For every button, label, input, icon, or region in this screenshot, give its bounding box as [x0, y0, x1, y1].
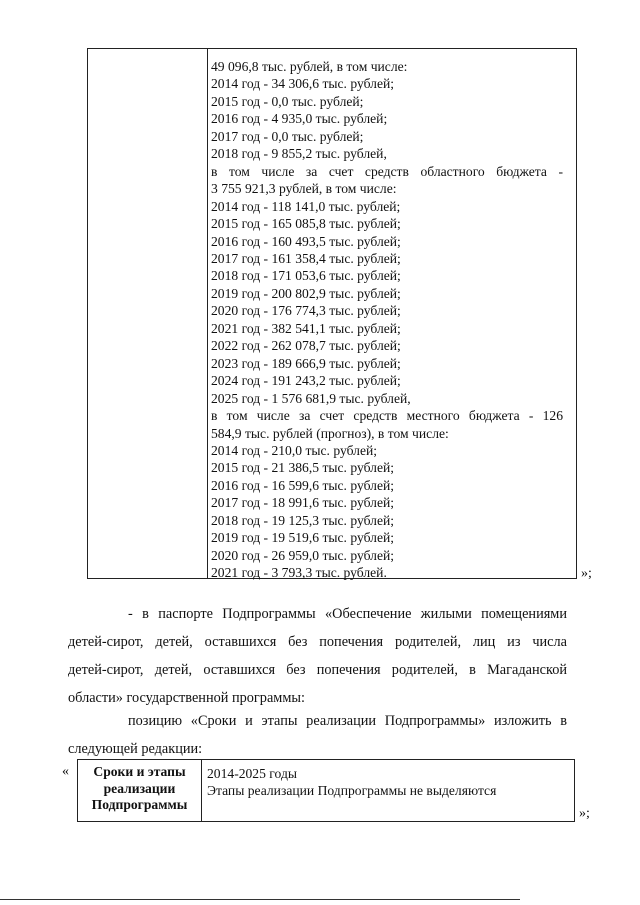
terms-label-line: Подпрограммы — [91, 797, 188, 812]
funding-table-value-cell — [211, 58, 563, 582]
funding-line: 2014 год - 210,0 тыс. рублей; — [211, 442, 378, 458]
funding-line: 2024 год - 191 243,2 тыс. рублей; — [211, 373, 401, 389]
terms-table-close-quote: »; — [579, 806, 590, 821]
terms-table-value-cell — [207, 766, 568, 799]
funding-line: в том числе за счет средств местного бюджета - 126 — [211, 408, 563, 424]
funding-line: 2017 год - 18 991,6 тыс. рублей; — [211, 495, 395, 511]
funding-line: 2020 год - 26 959,0 тыс. рублей; — [211, 547, 395, 563]
funding-table — [87, 48, 577, 579]
paragraph-line: области» государственной программы: — [68, 690, 305, 706]
terms-table — [77, 759, 575, 822]
funding-line: в том числе за счет средств областного бюджета - — [211, 163, 563, 179]
funding-line: 2017 год - 161 358,4 тыс. рублей; — [211, 250, 401, 266]
funding-line: 2015 год - 0,0 тыс. рублей; — [211, 93, 364, 109]
paragraph-line: позицию «Сроки и этапы реализации Подпрограммы» изложить в — [128, 713, 567, 729]
funding-line: 2016 год - 160 493,5 тыс. рублей; — [211, 233, 401, 249]
terms-label-line: реализации — [103, 780, 176, 796]
paragraph-line: детей-сирот, детей, оставшихся без попечения родителей, лиц из числа — [68, 634, 567, 650]
funding-table-label-cell — [88, 49, 208, 578]
funding-line: 584,9 тыс. рублей (прогноз), в том числе: — [211, 425, 449, 441]
paragraph-line: следующей редакции: — [68, 741, 203, 757]
funding-line: 2022 год - 262 078,7 тыс. рублей; — [211, 338, 401, 354]
funding-line: 2016 год - 16 599,6 тыс. рублей; — [211, 477, 395, 493]
funding-line: 2017 год - 0,0 тыс. рублей; — [211, 128, 364, 144]
funding-line: 3 755 921,3 рублей, в том числе: — [211, 181, 397, 197]
terms-table-open-quote: « — [62, 764, 69, 779]
terms-value-line: 2014-2025 годы — [207, 766, 297, 781]
funding-line: 2014 год - 34 306,6 тыс. рублей; — [211, 76, 395, 92]
funding-table-close-quote: »; — [581, 566, 592, 581]
funding-line: 2014 год - 118 141,0 тыс. рублей; — [211, 198, 401, 214]
terms-value-line: Этапы реализации Подпрограммы не выделяются — [207, 782, 497, 798]
funding-line: 2018 год - 19 125,3 тыс. рублей; — [211, 512, 395, 528]
terms-table-label-cell — [78, 760, 202, 821]
funding-line: 2025 год - 1 576 681,9 тыс. рублей, — [211, 390, 411, 406]
funding-line: 2021 год - 3 793,3 тыс. рублей. — [211, 565, 387, 581]
funding-line: 49 096,8 тыс. рублей, в том числе: — [211, 59, 408, 74]
funding-line: 2018 год - 9 855,2 тыс. рублей, — [211, 146, 387, 162]
funding-line: 2019 год - 200 802,9 тыс. рублей; — [211, 285, 401, 301]
funding-line: 2021 год - 382 541,1 тыс. рублей; — [211, 320, 401, 336]
paragraph-line: - в паспорте Подпрограммы «Обеспечение жилыми помещениями — [128, 606, 567, 622]
funding-line: 2018 год - 171 053,6 тыс. рублей; — [211, 268, 401, 284]
funding-line: 2019 год - 19 519,6 тыс. рублей; — [211, 530, 395, 546]
funding-line: 2020 год - 176 774,3 тыс. рублей; — [211, 303, 401, 319]
footer-divider — [0, 899, 520, 900]
paragraph-position — [68, 707, 567, 763]
funding-line: 2015 год - 165 085,8 тыс. рублей; — [211, 216, 401, 232]
funding-line: 2015 год - 21 386,5 тыс. рублей; — [211, 460, 395, 476]
funding-line: 2023 год - 189 666,9 тыс. рублей; — [211, 355, 401, 371]
paragraph-line: детей-сирот, детей, оставшихся без попечения родителей, в Магаданской — [68, 662, 567, 678]
paragraph-passport — [68, 600, 567, 712]
funding-line: 2016 год - 4 935,0 тыс. рублей; — [211, 111, 388, 127]
terms-label-line: Сроки и этапы — [93, 764, 186, 779]
